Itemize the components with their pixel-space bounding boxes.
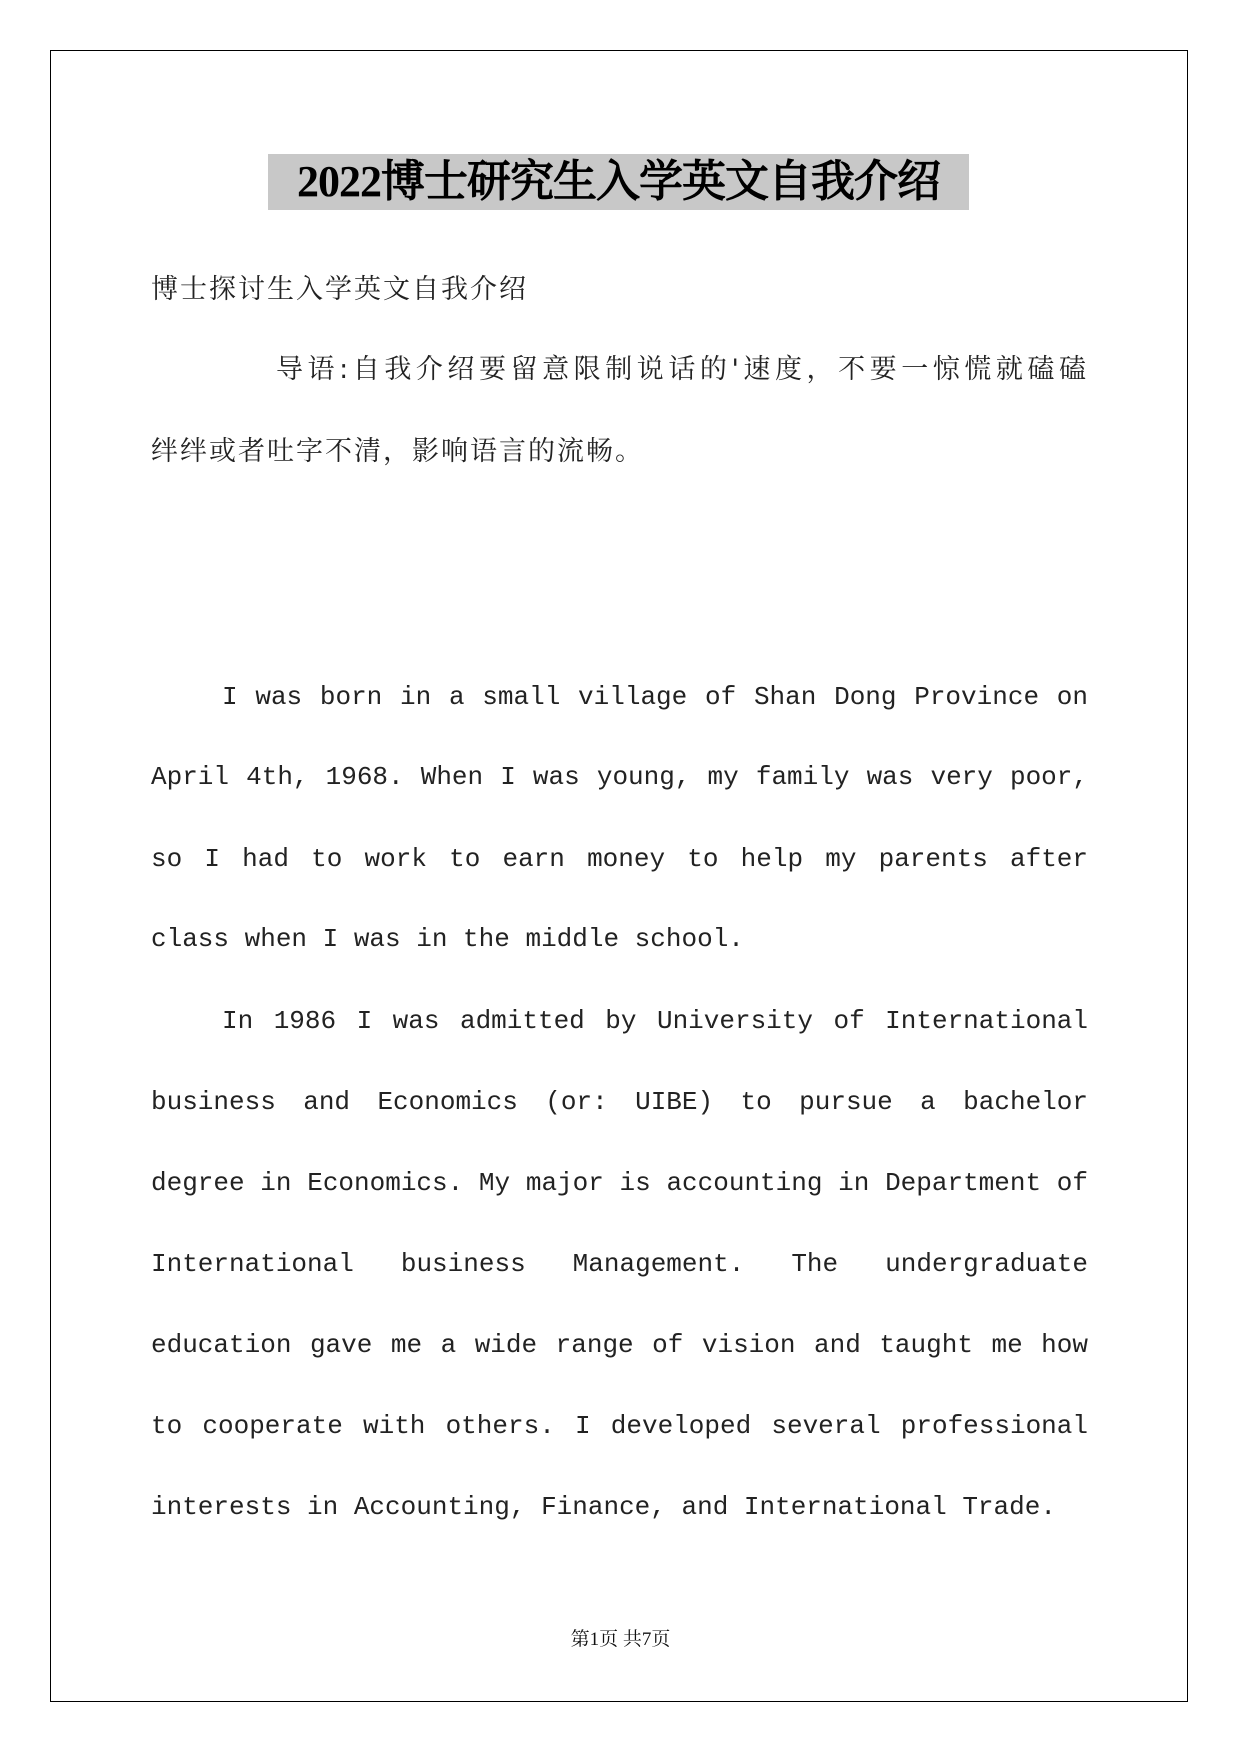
paragraph-line: interests in Accounting, Finance, and International Trade. [151, 1492, 1056, 1522]
intro-line: 绊绊或者吐字不清，影响语言的流畅。 [151, 436, 644, 467]
paragraph-line: International business Management. The undergraduate [151, 1249, 1088, 1279]
paragraph-line: degree in Economics. My major is accounting in Department of [151, 1168, 1088, 1198]
intro-line: 导语:自我介绍要留意限制说话的'速度，不要一惊慌就磕磕 [276, 354, 1088, 385]
paragraph-line: class when I was in the middle school. [151, 924, 744, 954]
subtitle: 博士探讨生入学英文自我介绍 [151, 274, 528, 305]
paragraph-line: April 4th, 1968. When I was young, my family was very poor, [151, 762, 1088, 792]
document-title: 2022博士研究生入学英文自我介绍 [268, 154, 969, 210]
page-number: 第1页 共7页 [570, 1629, 671, 1650]
paragraph-line: so I had to work to earn money to help my parents after [151, 844, 1088, 874]
paragraph-line: business and Economics (or: UIBE) to pursue a bachelor [151, 1087, 1088, 1117]
paragraph-line: education gave me a wide range of vision and taught me how [151, 1330, 1088, 1360]
paragraph-line: In 1986 I was admitted by University of International [222, 1006, 1088, 1036]
paragraph-line: to cooperate with others. I developed several professional [151, 1411, 1088, 1441]
paragraph-line: I was born in a small village of Shan Dong Province on [222, 682, 1088, 712]
